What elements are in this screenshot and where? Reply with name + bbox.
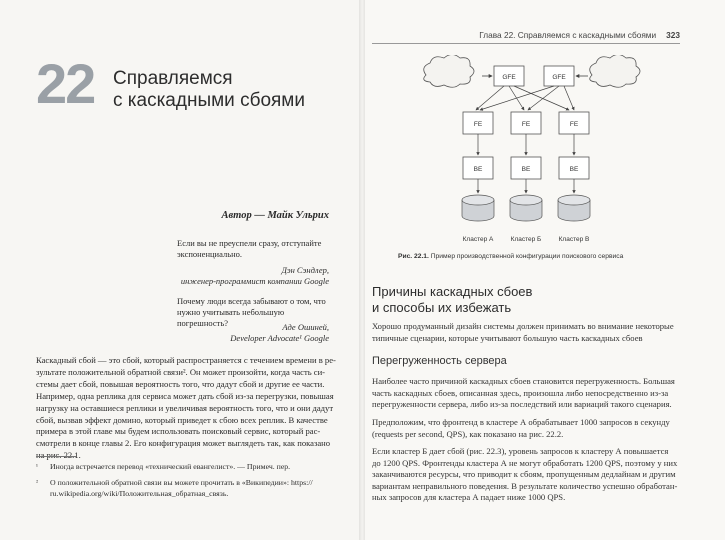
epigraph-attribution: [177, 265, 329, 287]
chapter-title-line: с каскадными сбоями: [113, 90, 305, 111]
cluster-label: Кластер А: [462, 236, 494, 243]
subsection-heading: Перегруженность сервера: [372, 355, 507, 367]
fe-label: FE: [521, 121, 531, 128]
attribution-line: инженер-программист компании Google: [180, 276, 329, 286]
body-line: на рис. 22.1.: [36, 450, 81, 461]
body-line: до 1200 QPS. Фронтенды кластера А не могут обработать 1200 QPS, поэтому у них: [372, 457, 678, 468]
section-heading: [372, 284, 532, 315]
body-line: (requests per second, QPS), как показано на рис. 22.2.: [372, 428, 564, 439]
footnote-line: О положительной обратной связи вы можете прочитать в «Википедии»: https://: [50, 478, 313, 487]
fe-label: FE: [569, 121, 579, 128]
running-head: [398, 30, 680, 40]
cluster-label: Кластер Б: [510, 236, 542, 243]
fe-label: FE: [473, 121, 483, 128]
chapter-title-line: Справляемся: [113, 68, 233, 89]
body-line: типичные сценарии, которые учитывают большую часть каскадных сбоев: [372, 332, 643, 343]
body-line: часть каскадных сбоев, описанная здесь, произошла либо непосредственно из-за: [372, 387, 669, 398]
epigraph-line: Почему люди всегда забывают о том, что: [177, 296, 326, 306]
epigraph-line: Если вы не преуспели сразу, отступайте: [177, 238, 322, 248]
be-label: BE: [521, 166, 531, 173]
chapter-number: 22: [36, 52, 95, 115]
attribution-line: Developer Advocate¹ Google: [230, 333, 329, 343]
footnote-number: ²: [36, 479, 38, 486]
body-line: Если кластер Б дает сбой (рис. 22.3), уровень запросов к кластеру А повышается: [372, 446, 669, 456]
be-label: BE: [569, 166, 579, 173]
body-line: Каскадный сбой — это сбой, который распространяется с течением времени в ре-: [36, 355, 336, 365]
architecture-diagram: [416, 55, 646, 255]
body-line: заканчиваются ресурсы, что приводит к сбоям, пропущенным дедлайнам и другим: [372, 469, 676, 479]
caption-text: Пример производственной конфигурации поискового сервиса: [430, 253, 624, 260]
body-line: Хорошо продуманный дизайн системы должен принимать во внимание некоторые: [372, 321, 674, 331]
internet-cloud-right: [590, 55, 640, 87]
book-gutter: [359, 0, 365, 540]
body-line: смотрели в конце главы 2. Его конфигурация может выглядеть так, как показано: [36, 438, 331, 449]
database-icon: [510, 195, 542, 221]
cluster-label: Кластер В: [558, 236, 590, 243]
body-line: ных запросов для кластера А падает ниже 1000 QPS.: [372, 492, 566, 502]
body-line: стемы дает сбой, повышая вероятность того, что дадут сбой и другие ее части.: [36, 378, 325, 389]
gfe-label: GFE: [502, 74, 516, 81]
body-paragraph: [372, 417, 682, 440]
section-heading-line: и способы их избежать: [372, 299, 512, 315]
footnote-rule: [36, 456, 76, 457]
body-line: примера в этой главе мы будем использовать поисковый сервис, который рас-: [36, 426, 321, 437]
caption-label: Рис. 22.1.: [398, 253, 429, 260]
body-line: сбой, вызвав эффект домино, который приведет к сбою всех реплик. В качестве: [36, 414, 328, 425]
body-line: нагрузку на оставшиеся реплики и увеличивая вероятность того, что и они дадут: [36, 402, 334, 413]
be-label: BE: [473, 166, 483, 173]
attribution-line: Аде Ошиней,: [282, 322, 329, 332]
running-head-title: Глава 22. Справляемся с каскадными сбоями: [479, 30, 657, 40]
section-heading-line: Причины каскадных сбоев: [372, 284, 533, 299]
running-head-rule: [372, 43, 680, 44]
chapter-title: [113, 68, 305, 112]
epigraph-line: нужно учитывать небольшую погрешность?: [177, 307, 285, 328]
section-intro: [372, 321, 682, 344]
body-line: Наиболее часто причиной каскадных сбоев становится перегруженность. Большая: [372, 376, 675, 386]
internet-cloud-left: [424, 55, 474, 87]
body-paragraph: [372, 376, 682, 411]
page-number: 323: [666, 30, 680, 40]
body-line: перегруженности сервера, либо из-за последствий или вариаций такого сценария.: [372, 399, 672, 409]
body-paragraph: [372, 446, 682, 504]
gfe-fe-arrow: [480, 86, 554, 110]
body-line: вариантам неправильного поведения. В результате количество успешно обработан-: [372, 480, 678, 491]
database-icon: [558, 195, 590, 221]
epigraph-attribution: [177, 322, 329, 344]
gfe-fe-arrow: [564, 86, 574, 110]
epigraph-author: Автор — Майк Ульрих: [221, 210, 329, 221]
gfe-label: GFE: [552, 74, 566, 81]
figure-caption: [398, 253, 678, 260]
epigraph-line: экспоненциально.: [177, 249, 242, 259]
footnote-link-line[interactable]: ru.wikipedia.org/wiki/Положительная_обратная_связь.: [50, 489, 229, 498]
epigraph-quote: [177, 238, 329, 260]
footnote-number: ¹: [36, 463, 38, 470]
attribution-line: Дэн Сэндлер,: [281, 265, 329, 275]
gfe-fe-arrow: [514, 86, 569, 110]
diagram-svg: [416, 55, 646, 255]
body-paragraph: [36, 355, 340, 462]
body-line: Например, одна реплика для сервиса может дать сбой из-за перегрузки, повышая: [36, 390, 334, 401]
footnote-line: Иногда встречается перевод «технический евангелист». — Примеч. пер.: [50, 462, 291, 471]
body-line: Предположим, что фронтенд в кластере А обрабатывает 1000 запросов в секунду: [372, 417, 670, 427]
body-line: зультате положительной обратной связи². Он может произойти, когда часть си-: [36, 366, 326, 377]
database-icon: [462, 195, 494, 221]
